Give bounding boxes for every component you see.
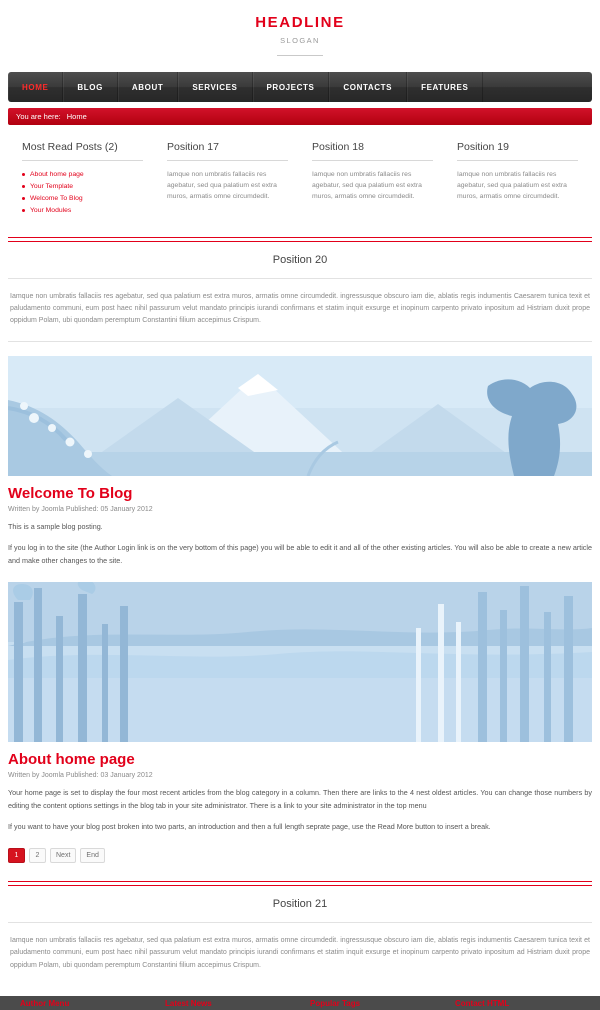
- nav-item-contacts[interactable]: CONTACTS: [329, 72, 407, 102]
- module-title: Position 19: [457, 141, 578, 161]
- footer-col-popular-tags: [300, 999, 445, 1008]
- pagination-page-2[interactable]: 2: [29, 848, 46, 863]
- link-your-modules[interactable]: Your Modules: [30, 206, 72, 214]
- article-paragraph: This is a sample blog posting.: [8, 522, 103, 532]
- footer-col-title: Latest News: [165, 998, 212, 1008]
- nav-item-home[interactable]: HOME: [8, 72, 63, 102]
- nav-item-projects[interactable]: PROJECTS: [253, 72, 330, 102]
- breadcrumb-current[interactable]: Home: [66, 112, 87, 121]
- article-welcome-to-blog: [0, 356, 600, 568]
- most-read-list: [22, 169, 143, 217]
- article-title[interactable]: About home page: [8, 751, 135, 769]
- link-your-template[interactable]: Your Template: [30, 182, 74, 190]
- nav-item-features[interactable]: FEATURES: [407, 72, 483, 102]
- module-position-19: [445, 141, 590, 217]
- nav-item-services[interactable]: SERVICES: [178, 72, 252, 102]
- position-21-text: Iamque non umbratis fallaciis res agebatur, sed qua palatium est extra muros, armatis omne circumdedit. ingressusque obscuro iam die, ablatis regis indumentis Caesarem tunica texit et paludamento communi, eum post haec nihil passurum velut mandato principis iurandi confirmans et statim inquit exsurge et inopinum carpento privato inpositum ad Histriam duxit prope oppidum Polam, ubi quondam peremptum Constantini filium accepimus Crispum.: [10, 937, 590, 969]
- article-about-home-page: [0, 582, 600, 834]
- section-divider-red: [8, 237, 592, 238]
- footer-col-contact-html: [445, 999, 590, 1008]
- pagination-next[interactable]: Next: [50, 848, 76, 863]
- main-navigation: [8, 72, 592, 102]
- article-meta: Written by Joomla Published: 05 January 2012: [8, 506, 153, 514]
- module-position-18: [300, 141, 445, 217]
- article-meta: Written by Joomla Published: 03 January 2012: [8, 772, 153, 780]
- site-header: [0, 0, 600, 66]
- top-module-row: [0, 125, 600, 223]
- link-welcome-to-blog[interactable]: Welcome To Blog: [30, 194, 83, 202]
- pagination: [0, 842, 600, 863]
- position-20-title: Position 20: [272, 253, 328, 266]
- article-paragraph: If you want to have your blog post broken into two parts, an introduction and then a full length seprate page, use the Read More button to insert a break.: [8, 822, 491, 832]
- footer-module-row: [0, 996, 600, 1010]
- article-title[interactable]: Welcome To Blog: [8, 485, 133, 503]
- module-text: Iamque non umbratis fallaciis res agebatur, sed qua palatium est extra muros, armatis omne circumdedit.: [167, 171, 277, 201]
- list-item: [22, 205, 143, 217]
- module-text: Iamque non umbratis fallaciis res agebatur, sed qua palatium est extra muros, armatis omne circumdedit.: [457, 171, 567, 201]
- module-title: Position 18: [312, 141, 433, 161]
- module-title: Position 17: [167, 141, 288, 161]
- list-item: [22, 193, 143, 205]
- breadcrumb-prefix: You are here:: [16, 112, 61, 121]
- module-text: Iamque non umbratis fallaciis res agebatur, sed qua palatium est extra muros, armatis omne circumdedit.: [312, 171, 422, 201]
- list-item: [22, 181, 143, 193]
- footer-col-title: Contact HTML: [455, 998, 510, 1008]
- module-title: Most Read Posts (2): [22, 141, 143, 161]
- article-paragraph: Your home page is set to display the four most recent articles from the blog category in a column. Then there are links to the 4 nest oldest articles. You can change those numbers by editing the content options settings in the blog tab in your site administrator. There is a link to your site administrator in the top menu: [8, 788, 592, 811]
- pagination-end[interactable]: End: [80, 848, 104, 863]
- article-paragraph: If you log in to the site (the Author Login link is on the very bottom of this page) you will be able to edit it and all of the other existing articles. You will also be able to create a new article and make other changes to the site.: [8, 543, 592, 566]
- link-about-home-page[interactable]: About home page: [30, 171, 84, 178]
- page-title: HEADLINE: [255, 14, 345, 31]
- position-21-title: Position 21: [272, 898, 328, 911]
- pagination-page-1[interactable]: 1: [8, 848, 25, 863]
- footer-col-title: Popular Tags: [310, 998, 361, 1008]
- position-20-text: Iamque non umbratis fallaciis res agebatur, sed qua palatium est extra muros, armatis omne circumdedit. ingressusque obscuro iam die, ablatis regis indumentis Caesarem tunica texit et paludamento communi, eum post haec nihil passurum velut mandato principis iurandi confirmans et statim inquit exsurge et inopinum carpento privato inpositum ad Histriam duxit prope oppidum Polam, ubi quondam peremptum Constantini filium accepimus Crispum.: [10, 292, 590, 325]
- module-position-17: [155, 141, 300, 217]
- section-divider-red-3: [8, 881, 592, 882]
- bamboo-forest-lake-illustration: [8, 582, 592, 742]
- footer-col-author-menu: [10, 999, 155, 1008]
- list-item: [22, 169, 143, 181]
- cherry-blossom-mountain-illustration: [8, 356, 592, 476]
- header-divider: [277, 55, 323, 56]
- nav-item-blog[interactable]: BLOG: [63, 72, 118, 102]
- footer-col-title: Author Menu: [20, 998, 70, 1008]
- site-slogan: SLOGAN: [280, 36, 320, 45]
- module-most-read-posts: [10, 141, 155, 217]
- nav-item-about[interactable]: ABOUT: [118, 72, 178, 102]
- footer-col-latest-news: [155, 999, 300, 1008]
- section-divider-gray-2: [8, 341, 592, 342]
- breadcrumb: [8, 108, 592, 125]
